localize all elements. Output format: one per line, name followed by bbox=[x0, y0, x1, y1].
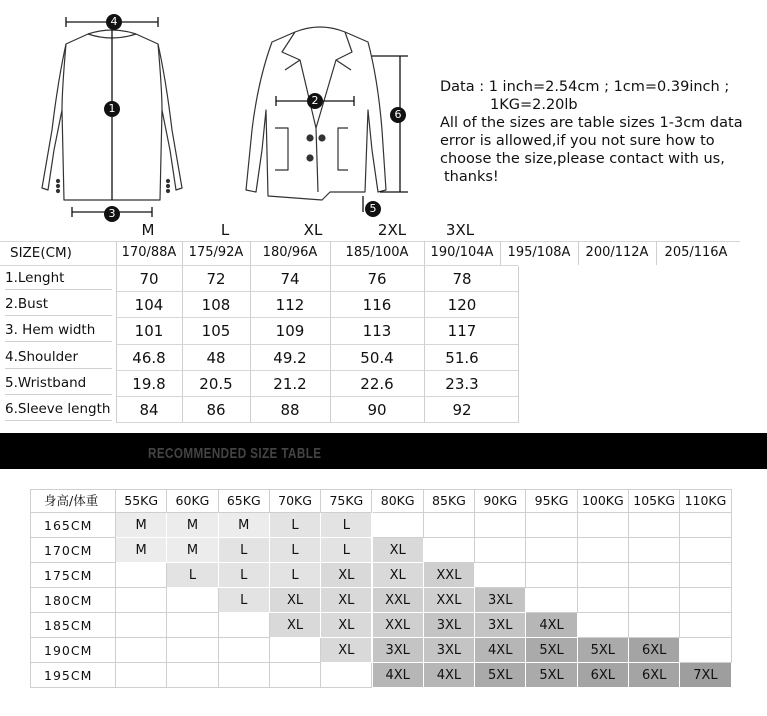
size-recommendation-cell: 4XL bbox=[424, 663, 475, 688]
size-recommendation-cell bbox=[321, 663, 372, 688]
weight-column-header: 60KG bbox=[167, 489, 218, 513]
size-column-header: 175/92A bbox=[188, 245, 244, 260]
size-cell: 104 bbox=[134, 296, 164, 315]
size-cell: 19.8 bbox=[132, 374, 166, 393]
size-recommendation-cell bbox=[629, 538, 680, 563]
note-line-4: error is allowed,if you not sure how to bbox=[440, 133, 715, 149]
size-recommendation-cell: L bbox=[270, 513, 321, 538]
size-label-l: L bbox=[220, 221, 230, 239]
size-cell: 105 bbox=[201, 322, 231, 341]
marker-bust: 2 bbox=[307, 93, 323, 109]
weight-column-header: 75KG bbox=[321, 489, 372, 513]
size-recommendation-cell bbox=[116, 588, 167, 613]
size-recommendation-cell: XL bbox=[373, 563, 424, 588]
size-column-header: 170/88A bbox=[121, 245, 177, 260]
size-table-top-rule bbox=[0, 241, 740, 242]
size-recommendation-cell bbox=[680, 613, 731, 638]
size-recommendation-cell bbox=[475, 563, 526, 588]
note-line-5: choose the size,please contact with us, bbox=[440, 151, 725, 167]
size-table-column-rule bbox=[250, 241, 251, 265]
weight-column-header: 90KG bbox=[475, 489, 526, 513]
size-recommendation-cell bbox=[680, 513, 731, 538]
section-divider-band bbox=[0, 433, 767, 469]
size-recommendation-cell: 4XL bbox=[475, 638, 526, 663]
weight-column-header: 105KG bbox=[629, 489, 680, 513]
size-recommendation-cell: 3XL bbox=[475, 613, 526, 638]
size-recommendation-cell: L bbox=[219, 588, 270, 613]
size-recommendation-cell bbox=[578, 538, 629, 563]
size-recommendation-cell: 5XL bbox=[578, 638, 629, 663]
size-recommendation-cell: XL bbox=[321, 588, 372, 613]
height-row-label: 170CM bbox=[30, 538, 116, 563]
size-cell: 109 bbox=[275, 322, 305, 341]
marker-wristband: 5 bbox=[365, 201, 381, 217]
size-recommendation-cell bbox=[578, 613, 629, 638]
size-recommendation-cell: L bbox=[321, 538, 372, 563]
size-recommendation-cell bbox=[167, 588, 218, 613]
size-cell: 116 bbox=[362, 296, 392, 315]
size-recommendation-cell: XXL bbox=[424, 563, 475, 588]
size-table-column-rule bbox=[500, 241, 501, 265]
size-recommendation-cell: L bbox=[219, 538, 270, 563]
size-recommendation-cell: 3XL bbox=[424, 638, 475, 663]
size-table-column-rule bbox=[116, 241, 117, 265]
note-line-6: thanks! bbox=[444, 169, 499, 185]
size-recommendation-cell: 6XL bbox=[629, 638, 680, 663]
size-cell: 120 bbox=[447, 296, 477, 315]
size-label-2xl: 2XL bbox=[377, 221, 407, 239]
height-row-label: 195CM bbox=[30, 663, 116, 688]
size-recommendation-cell: M bbox=[116, 538, 167, 563]
size-recommendation-cell: XXL bbox=[373, 613, 424, 638]
size-recommendation-cell bbox=[219, 638, 270, 663]
size-table-header-label: SIZE(CM) bbox=[10, 245, 72, 261]
size-recommendation-cell: 4XL bbox=[373, 663, 424, 688]
size-row-label: 5.Wristband bbox=[5, 371, 112, 395]
size-recommendation-cell bbox=[116, 613, 167, 638]
size-recommendation-cell bbox=[680, 588, 731, 613]
marker-shoulder: 4 bbox=[106, 14, 122, 30]
size-recommendation-cell bbox=[373, 513, 424, 538]
height-row-label: 180CM bbox=[30, 588, 116, 613]
size-column-header: 195/108A bbox=[507, 245, 571, 260]
size-recommendation-cell bbox=[629, 613, 680, 638]
note-line-2: 1KG=2.20lb bbox=[490, 97, 578, 113]
size-cell: 108 bbox=[201, 296, 231, 315]
size-row-label: 2.Bust bbox=[5, 292, 112, 316]
size-recommendation-cell: L bbox=[219, 563, 270, 588]
marker-hem: 3 bbox=[104, 206, 120, 222]
size-cell: 117 bbox=[447, 322, 477, 341]
size-recommendation-cell: L bbox=[270, 563, 321, 588]
size-cell: 90 bbox=[367, 401, 387, 419]
size-recommendation-cell bbox=[629, 588, 680, 613]
recommended-size-title: RECOMMENDED SIZE TABLE bbox=[148, 445, 322, 462]
size-row-label: 3. Hem width bbox=[5, 318, 112, 342]
size-cell: 22.6 bbox=[360, 374, 394, 393]
weight-column-header: 65KG bbox=[219, 489, 270, 513]
size-cell: 74 bbox=[280, 270, 300, 288]
size-recommendation-cell bbox=[270, 638, 321, 663]
size-recommendation-cell: M bbox=[219, 513, 270, 538]
size-recommendation-cell bbox=[680, 538, 731, 563]
size-recommendation-cell bbox=[167, 663, 218, 688]
size-table-column-rule bbox=[182, 241, 183, 265]
size-label-m: M bbox=[141, 221, 155, 239]
size-recommendation-cell bbox=[680, 563, 731, 588]
size-recommendation-cell: L bbox=[270, 538, 321, 563]
size-recommendation-cell bbox=[526, 563, 577, 588]
size-cell: 76 bbox=[367, 270, 387, 288]
recommended-corner-label: 身高/体重 bbox=[30, 489, 116, 513]
weight-column-header: 95KG bbox=[526, 489, 577, 513]
size-cell: 23.3 bbox=[445, 374, 479, 393]
height-row-label: 175CM bbox=[30, 563, 116, 588]
size-recommendation-cell: 6XL bbox=[629, 663, 680, 688]
size-cell: 101 bbox=[134, 322, 164, 341]
size-recommendation-cell bbox=[167, 638, 218, 663]
note-line-1: Data : 1 inch=2.54cm ; 1cm=0.39inch ; bbox=[440, 79, 730, 95]
size-recommendation-cell bbox=[526, 538, 577, 563]
weight-column-header: 100KG bbox=[578, 489, 629, 513]
size-recommendation-cell: M bbox=[167, 538, 218, 563]
size-recommendation-cell bbox=[578, 563, 629, 588]
size-cell: 88 bbox=[280, 401, 300, 419]
size-recommendation-cell bbox=[167, 613, 218, 638]
size-column-header: 185/100A bbox=[345, 245, 409, 260]
size-row-label: 1.Lenght bbox=[5, 266, 112, 290]
size-recommendation-cell: 6XL bbox=[578, 663, 629, 688]
size-cell: 51.6 bbox=[445, 348, 479, 367]
size-recommendation-cell: 5XL bbox=[475, 663, 526, 688]
height-row-label: 190CM bbox=[30, 638, 116, 663]
measurement-note bbox=[440, 78, 760, 186]
height-row-label: 165CM bbox=[30, 513, 116, 538]
size-recommendation-cell: 3XL bbox=[373, 638, 424, 663]
size-recommendation-cell bbox=[578, 588, 629, 613]
size-table-column-rule bbox=[330, 241, 331, 265]
size-recommendation-cell bbox=[629, 513, 680, 538]
size-table-column-rule bbox=[656, 241, 657, 265]
size-recommendation-cell: XL bbox=[270, 613, 321, 638]
size-recommendation-cell bbox=[424, 513, 475, 538]
weight-column-header: 110KG bbox=[680, 489, 731, 513]
size-recommendation-cell: 3XL bbox=[475, 588, 526, 613]
size-label-xl: XL bbox=[303, 221, 323, 239]
size-recommendation-cell: XL bbox=[373, 538, 424, 563]
size-recommendation-cell bbox=[475, 513, 526, 538]
size-recommendation-cell bbox=[629, 563, 680, 588]
note-line-3: All of the sizes are table sizes 1-3cm data bbox=[440, 115, 743, 131]
size-recommendation-cell bbox=[116, 663, 167, 688]
size-recommendation-cell: XL bbox=[321, 613, 372, 638]
size-recommendation-cell bbox=[116, 638, 167, 663]
size-recommendation-cell: 5XL bbox=[526, 638, 577, 663]
size-cell: 21.2 bbox=[273, 374, 307, 393]
size-recommendation-cell: L bbox=[167, 563, 218, 588]
size-column-header: 200/112A bbox=[585, 245, 649, 260]
weight-column-header: 80KG bbox=[373, 489, 424, 513]
size-cell: 72 bbox=[206, 270, 226, 288]
size-cell: 49.2 bbox=[273, 348, 307, 367]
size-cell: 113 bbox=[362, 322, 392, 341]
size-cell: 92 bbox=[452, 401, 472, 419]
size-table-column-rule bbox=[518, 266, 519, 423]
size-cell: 86 bbox=[206, 401, 226, 419]
size-recommendation-cell: XXL bbox=[373, 588, 424, 613]
size-cell: 84 bbox=[139, 401, 159, 419]
size-recommendation-cell bbox=[270, 663, 321, 688]
size-recommendation-cell bbox=[219, 613, 270, 638]
size-recommendation-cell bbox=[680, 638, 731, 663]
weight-column-header: 85KG bbox=[424, 489, 475, 513]
size-recommendation-cell: XXL bbox=[424, 588, 475, 613]
size-recommendation-cell: XL bbox=[270, 588, 321, 613]
size-cell: 46.8 bbox=[132, 348, 166, 367]
size-recommendation-cell bbox=[116, 563, 167, 588]
size-label-3xl: 3XL bbox=[445, 221, 475, 239]
size-cell: 112 bbox=[275, 296, 305, 315]
size-recommendation-cell bbox=[578, 513, 629, 538]
size-column-header: 180/96A bbox=[262, 245, 318, 260]
marker-sleeve: 6 bbox=[390, 107, 406, 123]
size-recommendation-cell: XL bbox=[321, 563, 372, 588]
marker-length: 1 bbox=[104, 101, 120, 117]
size-recommendation-cell: 7XL bbox=[680, 663, 731, 688]
size-cell: 48 bbox=[206, 348, 226, 367]
size-row-label: 4.Shoulder bbox=[5, 345, 112, 369]
size-recommendation-cell bbox=[424, 538, 475, 563]
size-recommendation-cell bbox=[526, 588, 577, 613]
size-column-header: 190/104A bbox=[430, 245, 494, 260]
size-recommendation-cell: M bbox=[167, 513, 218, 538]
size-cell: 78 bbox=[452, 270, 472, 288]
size-table-column-rule bbox=[424, 241, 425, 265]
size-recommendation-cell: XL bbox=[321, 638, 372, 663]
size-recommendation-cell: 3XL bbox=[424, 613, 475, 638]
jacket-front-outline bbox=[246, 27, 386, 200]
size-recommendation-cell bbox=[475, 538, 526, 563]
size-recommendation-cell: L bbox=[321, 513, 372, 538]
size-table-column-rule bbox=[578, 241, 579, 265]
size-cell: 70 bbox=[139, 270, 159, 288]
size-row-label: 6.Sleeve length bbox=[5, 397, 112, 421]
size-recommendation-cell: 4XL bbox=[526, 613, 577, 638]
size-column-header: 205/116A bbox=[664, 245, 728, 260]
weight-column-header: 70KG bbox=[270, 489, 321, 513]
size-recommendation-cell bbox=[526, 513, 577, 538]
height-row-label: 185CM bbox=[30, 613, 116, 638]
size-recommendation-cell: 5XL bbox=[526, 663, 577, 688]
size-cell: 20.5 bbox=[199, 374, 233, 393]
size-recommendation-cell bbox=[219, 663, 270, 688]
weight-column-header: 55KG bbox=[116, 489, 167, 513]
size-cell: 50.4 bbox=[360, 348, 394, 367]
size-recommendation-cell: M bbox=[116, 513, 167, 538]
